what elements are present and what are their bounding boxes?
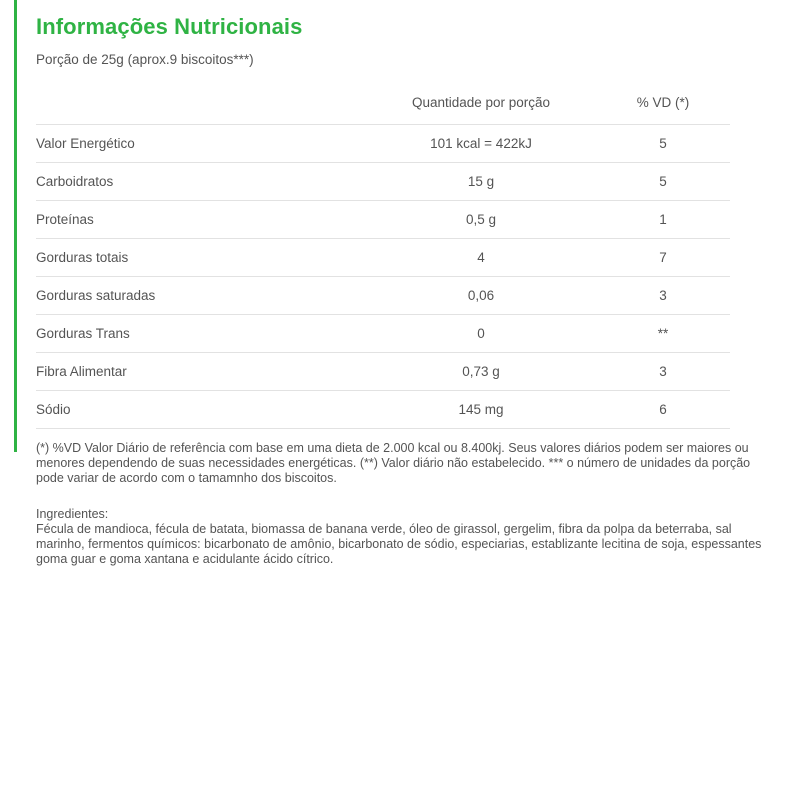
nutrient-label: Sódio: [36, 391, 366, 429]
nutrition-table: [36, 89, 730, 429]
column-header-quantity: Quantidade por porção: [411, 95, 551, 110]
nutrient-label: Gorduras saturadas: [36, 277, 366, 315]
nutrient-quantity: 0,06: [366, 277, 596, 315]
table-row: [36, 239, 730, 277]
nutrient-label: Gorduras totais: [36, 239, 366, 277]
table-row: [36, 353, 730, 391]
ingredients-heading: Ingredientes:: [36, 507, 109, 522]
table-row: [36, 315, 730, 353]
table-row: [36, 277, 730, 315]
table-row: [36, 125, 730, 163]
nutrient-daily-value: 5: [596, 125, 730, 163]
nutrient-label: Gorduras Trans: [36, 315, 366, 353]
nutrient-quantity: 15 g: [366, 163, 596, 201]
nutrient-quantity: 0: [366, 315, 596, 353]
nutrition-table-head: [36, 89, 730, 125]
nutrient-quantity: 0,73 g: [366, 353, 596, 391]
nutrient-daily-value: 5: [596, 163, 730, 201]
nutrition-table-body: [36, 125, 730, 429]
nutrient-label: Carboidratos: [36, 163, 366, 201]
nutrient-daily-value: **: [596, 315, 730, 353]
ingredients-section: [36, 507, 766, 566]
nutrient-quantity: 0,5 g: [366, 201, 596, 239]
nutrient-label: Proteínas: [36, 201, 366, 239]
nutrient-daily-value: 3: [596, 353, 730, 391]
nutrient-quantity: 145 mg: [366, 391, 596, 429]
nutrient-label: Valor Energético: [36, 125, 366, 163]
ingredients-text: Fécula de mandioca, fécula de batata, biomassa de banana verde, óleo de girassol, gergelim, fibra da polpa da beterraba, sal marinho, fermentos químicos: bicarbonato de amônio, bicarbonato de sódio, especiarias, establizante lecitina de soja, espessantes goma guar e goma xantana e acidulante ácido cítrico.: [36, 522, 762, 566]
nutrient-label: Fibra Alimentar: [36, 353, 366, 391]
left-accent-bar: [14, 0, 17, 452]
serving-size-text: Porção de 25g (aprox.9 biscoitos***): [36, 52, 254, 67]
nutrient-daily-value: 7: [596, 239, 730, 277]
content-column: [36, 0, 776, 566]
nutrient-quantity: 4: [366, 239, 596, 277]
nutrient-daily-value: 6: [596, 391, 730, 429]
daily-value-footnote: (*) %VD Valor Diário de referência com base em uma dieta de 2.000 kcal ou 8.400kj. Seus valores diários podem ser maiores ou menores dependendo de suas necessidades energéticas. (**) Valor diário não estabelecido. *** o número de unidades da porção pode variar de acordo com o tamamnho dos biscoitos.: [36, 441, 751, 485]
page-title: Informações Nutricionais: [36, 14, 303, 39]
table-row: [36, 201, 730, 239]
column-header-nutrient: [36, 89, 366, 125]
column-header-daily-value: % VD (*): [636, 95, 690, 110]
nutrient-quantity: 101 kcal = 422kJ: [366, 125, 596, 163]
nutrient-daily-value: 1: [596, 201, 730, 239]
table-row: [36, 391, 730, 429]
table-header-row: [36, 89, 730, 125]
table-row: [36, 163, 730, 201]
nutrient-daily-value: 3: [596, 277, 730, 315]
